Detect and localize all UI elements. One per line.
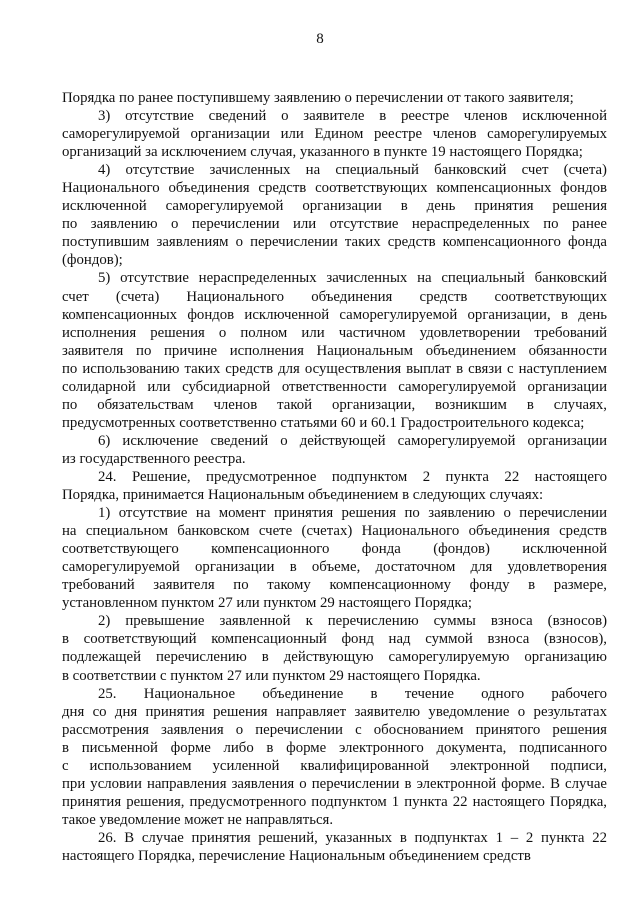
text-line: 3) отсутствие сведений о заявителе в реестре членов исключенной: [98, 108, 607, 125]
paragraph: [62, 89, 607, 107]
text-line: при условии направления заявления о перечислении в электронной форме. В случае: [62, 775, 607, 792]
text-line: 26. В случае принятия решений, указанных в подпунктах 1 – 2 пункта 22: [98, 829, 607, 846]
text-line: установленном пунктом 27 или пунктом 29 настоящего Порядка;: [62, 595, 472, 612]
text-line: заявителя по причине исполнения Национальным объединением обязанности: [62, 342, 607, 359]
paragraph: [62, 432, 607, 468]
text-line: Порядка по ранее поступившему заявлению о перечислении от такого заявителя;: [62, 90, 574, 106]
text-line: 24. Решение, предусмотренное подпунктом 2 пункта 22 настоящего: [98, 468, 607, 485]
text-line: с использованием усиленной квалифицированной электронной подписи,: [62, 757, 607, 774]
text-line: исключенной саморегулируемой организации в день принятия решения: [62, 198, 607, 215]
text-line: 4) отсутствие зачисленных на специальный банковский счет (счета): [98, 162, 607, 179]
text-line: Национального объединения средств соответствующих компенсационных фондов: [62, 180, 607, 197]
text-line: предусмотренных соответственно статьями 60 и 60.1 Градостроительного кодекса;: [62, 414, 585, 431]
page-number: 8: [316, 31, 324, 47]
text-line: дня со дня принятия решения направляет заявителю уведомление о результатах: [62, 703, 607, 720]
document-body: [62, 89, 607, 865]
paragraph: [62, 612, 607, 684]
paragraph: [62, 685, 607, 829]
text-line: счет (счета) Национального объединения средств соответствующих: [62, 288, 607, 305]
text-line: 6) исключение сведений о действующей саморегулируемой организации: [98, 432, 607, 449]
text-line: саморегулируемой организации или Едином реестре членов саморегулируемых: [62, 126, 607, 143]
text-line: по использованию таких средств для осуществления выплат в связи с наступлением: [62, 360, 607, 377]
text-line: компенсационных фондов исключенной саморегулируемой организации, в день: [62, 306, 607, 323]
text-line: в соответствии с пунктом 27 или пунктом 29 настоящего Порядка.: [62, 667, 481, 684]
paragraph: [62, 468, 607, 504]
text-line: настоящего Порядка, перечисление Национальным объединением средств: [62, 847, 531, 864]
text-line: подлежащей перечислению в действующую саморегулируемую организацию: [62, 649, 607, 666]
text-line: исполнения решения о полном или частичном удовлетворении требований: [62, 324, 607, 341]
text-line: требований заявителя по такому компенсационному фонду в размере,: [62, 577, 607, 594]
text-line: саморегулируемой организации в объеме, достаточном для удовлетворения: [62, 559, 607, 576]
text-line: поступившим заявлениям о перечислении таких средств компенсационного фонда: [62, 234, 607, 251]
text-line: по заявлению о перечислении или отсутствие нераспределенных по ранее: [62, 216, 607, 233]
text-line: организаций за исключением случая, указанного в пункте 19 настоящего Порядка;: [62, 144, 583, 161]
text-line: 1) отсутствие на момент принятия решения по заявлению о перечислении: [98, 505, 607, 522]
text-line: принятия решения, предусмотренного подпунктом 1 пункта 22 настоящего Порядка,: [62, 793, 607, 810]
paragraph: [62, 829, 607, 865]
text-line: 2) превышение заявленной к перечислению суммы взноса (взносов): [98, 613, 607, 630]
text-line: 25. Национальное объединение в течение одного рабочего: [98, 685, 607, 702]
text-line: 5) отсутствие нераспределенных зачисленных на специальный банковский: [98, 270, 607, 287]
paragraph: [62, 161, 607, 269]
text-line: в соответствующий компенсационный фонд над суммой взноса (взносов),: [62, 631, 607, 648]
text-line: по обязательствам членов такой организации, возникшим в случаях,: [62, 396, 607, 413]
paragraph: [62, 504, 607, 612]
text-line: в письменной форме либо в форме электронного документа, подписанного: [62, 739, 607, 756]
text-line: солидарной или субсидиарной ответственности саморегулируемой организации: [62, 378, 607, 395]
text-line: на специальном банковском счете (счетах) Национального объединения средств: [62, 523, 607, 540]
text-line: такое уведомление может не направляться.: [62, 811, 334, 828]
text-line: Порядка, принимается Национальным объединением в следующих случаях:: [62, 487, 544, 504]
paragraph: [62, 107, 607, 161]
text-line: из государственного реестра.: [62, 450, 246, 467]
paragraph: [62, 269, 607, 431]
text-line: (фондов);: [62, 252, 123, 269]
text-line: соответствующего компенсационного фонда (фондов) исключенной: [62, 541, 607, 558]
text-line: рассмотрения заявления о перечислении с обоснованием принятого решения: [62, 721, 607, 738]
